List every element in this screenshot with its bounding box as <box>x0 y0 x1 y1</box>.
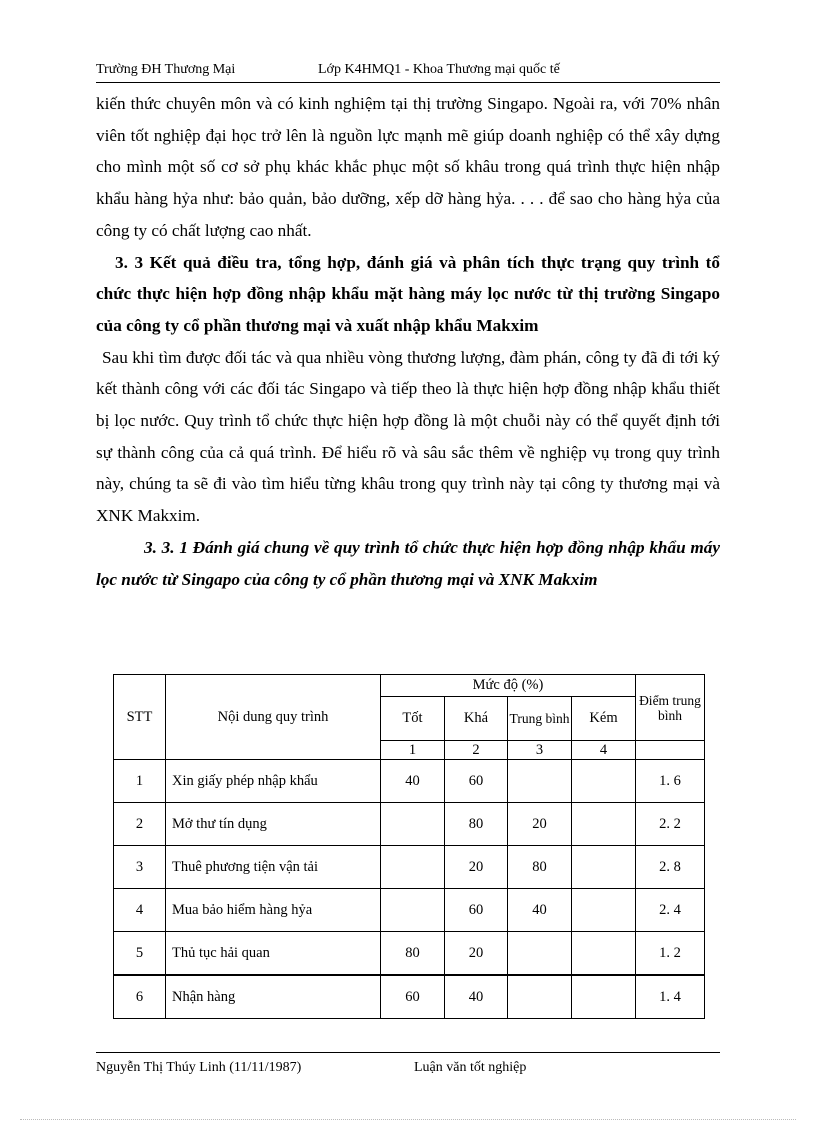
header-level-trung-binh: Trung bình <box>508 697 572 741</box>
header-level-kha: Khá <box>445 697 508 741</box>
header-num-2: 2 <box>445 741 508 760</box>
paragraph-1: kiến thức chuyên môn và có kinh nghiệm tại thị trường Singapo. Ngoài ra, với 70% nhân viên tốt nghiệp đại học trở lên là nguồn lực mạnh mẽ giúp doanh nghiệp có thể xây dựng cho mình một số cơ sở phụ khác khắc phục một số khâu trong quá trình thực hiện nhập khẩu hàng hỷa như: bảo quản, bảo dưỡng, xếp dỡ hàng hỷa. . . . để sao cho hàng hỷa của công ty có chất lượng cao nhất. <box>96 94 720 240</box>
page-bottom-divider <box>20 1119 796 1120</box>
section-heading-3-3: 3. 3 Kết quả điều tra, tổng hợp, đánh giá và phân tích thực trạng quy trình tổ chức thực hiện hợp đồng nhập khẩu mặt hàng máy lọc nước từ thị trường Singapo của công ty cổ phần thương mại và xuất nhập khẩu Makxim <box>96 252 720 335</box>
row-stt: 4 <box>114 889 166 932</box>
header-level: Mức độ (%) <box>381 675 636 697</box>
header-stt: STT <box>114 675 166 760</box>
row-content: Mua bảo hiểm hàng hỷa <box>166 889 381 932</box>
row-kem <box>572 932 636 976</box>
table-row <box>114 975 705 1019</box>
row-trung-binh <box>508 932 572 976</box>
header-num-4: 4 <box>572 741 636 760</box>
row-trung-binh: 20 <box>508 803 572 846</box>
row-stt: 6 <box>114 975 166 1019</box>
row-trung-binh <box>508 975 572 1019</box>
header-content: Nội dung quy trình <box>166 675 381 760</box>
header-num-1: 1 <box>381 741 445 760</box>
row-tot: 40 <box>381 760 445 803</box>
row-trung-binh: 40 <box>508 889 572 932</box>
row-kem <box>572 760 636 803</box>
row-content: Thuê phương tiện vận tải <box>166 846 381 889</box>
header-score: Điểm trung bình <box>636 675 705 741</box>
row-kha: 20 <box>445 846 508 889</box>
table-row <box>114 846 705 889</box>
row-tot <box>381 889 445 932</box>
row-tot: 80 <box>381 932 445 976</box>
header-class: Lớp K4HMQ1 - Khoa Thương mại quốc tế <box>318 62 560 77</box>
table-row <box>114 889 705 932</box>
row-kem <box>572 889 636 932</box>
header-school: Trường ĐH Thương Mại <box>96 62 236 77</box>
row-score: 1. 2 <box>636 932 705 976</box>
row-tot: 60 <box>381 975 445 1019</box>
row-content: Xin giấy phép nhập khẩu <box>166 760 381 803</box>
row-kem <box>572 975 636 1019</box>
row-score: 2. 8 <box>636 846 705 889</box>
row-stt: 5 <box>114 932 166 976</box>
table-row <box>114 803 705 846</box>
header-level-kem: Kém <box>572 697 636 741</box>
row-kha: 40 <box>445 975 508 1019</box>
page-footer <box>96 1052 720 1081</box>
row-score: 1. 6 <box>636 760 705 803</box>
row-content: Mở thư tín dụng <box>166 803 381 846</box>
row-stt: 2 <box>114 803 166 846</box>
paragraph-2: Sau khi tìm được đối tác và qua nhiều vòng thương lượng, đàm phán, công ty đã đi tới ký kết thành công với các đối tác Singapo và tiếp theo là thực hiện hợp đồng nhập khẩu thiết bị lọc nước. Quy trình tổ chức thực hiện hợp đồng là một chuỗi này có thể quyết định tới sự thành công của cả quá trình. Để hiểu rõ và sâu sắc thêm về nghiệp vụ trong quy trình này, chúng ta sẽ đi vào tìm hiểu từng khâu trong quy trình này tại công ty thương mại và XNK Makxim. <box>96 347 720 526</box>
row-kha: 60 <box>445 760 508 803</box>
row-score: 2. 2 <box>636 803 705 846</box>
process-evaluation-table <box>113 674 705 1019</box>
row-kem <box>572 803 636 846</box>
header-num-blank <box>636 741 705 760</box>
header-level-tot: Tốt <box>381 697 445 741</box>
row-score: 2. 4 <box>636 889 705 932</box>
row-tot <box>381 846 445 889</box>
row-content: Thủ tục hải quan <box>166 932 381 976</box>
row-kha: 60 <box>445 889 508 932</box>
row-stt: 1 <box>114 760 166 803</box>
row-kha: 20 <box>445 932 508 976</box>
section-heading-3-3-1: 3. 3. 1 Đánh giá chung về quy trình tổ chức thực hiện hợp đồng nhập khẩu máy lọc nước từ Singapo của công ty cổ phần thương mại và XNK Makxim <box>96 537 720 589</box>
row-content: Nhận hàng <box>166 975 381 1019</box>
row-score: 1. 4 <box>636 975 705 1019</box>
row-stt: 3 <box>114 846 166 889</box>
row-trung-binh: 80 <box>508 846 572 889</box>
row-kem <box>572 846 636 889</box>
footer-author: Nguyễn Thị Thúy Linh (11/11/1987) <box>96 1060 302 1075</box>
header-num-3: 3 <box>508 741 572 760</box>
table-row <box>114 932 705 976</box>
row-trung-binh <box>508 760 572 803</box>
document-body <box>96 88 720 595</box>
row-kha: 80 <box>445 803 508 846</box>
row-tot <box>381 803 445 846</box>
footer-title: Luận văn tốt nghiệp <box>414 1060 527 1075</box>
page-header <box>96 62 720 83</box>
table-row <box>114 760 705 803</box>
